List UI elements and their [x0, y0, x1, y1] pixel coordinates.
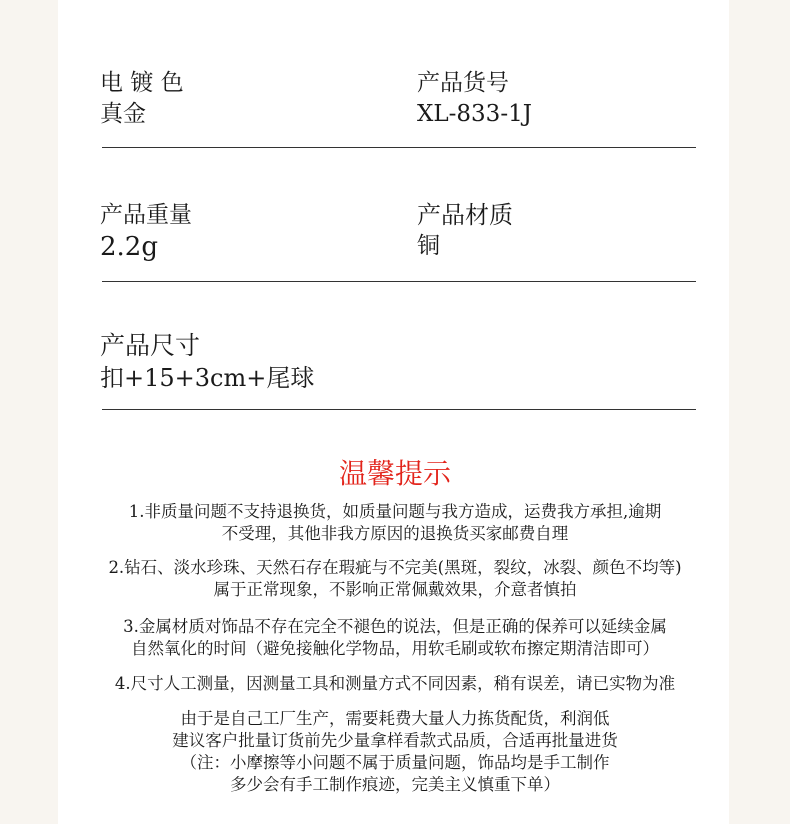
footer-note [0, 708, 790, 796]
divider [102, 147, 696, 148]
tip-line: 4.尺寸人工测量，因测量工具和测量方式不同因素，稍有误差，请已实物为准 [114, 674, 676, 693]
footer-line: （注：小摩擦等小问题不属于质量问题，饰品均是手工制作 [180, 753, 610, 772]
weight-label: 产品重量 [100, 202, 192, 228]
material-label: 产品材质 [417, 201, 513, 229]
size-field [100, 330, 314, 394]
footer-line: 多少会有手工制作痕迹，完美主义慎重下单） [230, 775, 560, 794]
tip-line: 属于正常现象，不影响正常佩戴效果，介意者慎拍 [213, 580, 577, 599]
tip-line: 2.钻石、淡水珍珠、天然石存在瑕疵与不完美(黑斑，裂纹，冰裂、颜色不均等) [108, 558, 682, 577]
footer-line: 由于是自己工厂生产，需要耗费大量人力拣货配货，利润低 [180, 709, 610, 728]
material-value: 铜 [417, 233, 440, 259]
plating-field [100, 68, 184, 130]
sku-label: 产品货号 [417, 70, 509, 96]
tip-line: 自然氧化的时间（避免接触化学物品，用软毛刷或软布擦定期清洁即可） [131, 639, 659, 658]
tip-line: 1.非质量问题不支持退换货，如质量问题与我方造成，运费我方承担,逾期 [128, 502, 662, 521]
sku-field [417, 68, 532, 130]
tips-title: 温馨提示 [338, 457, 451, 490]
weight-value: 2.2g [100, 232, 158, 262]
tip-item-1 [0, 501, 790, 545]
size-label: 产品尺寸 [100, 331, 201, 360]
sku-value: XL-833-1J [417, 101, 532, 127]
tip-line: 3.金属材质对饰品不存在完全不褪色的说法，但是正确的保养可以延续金属 [123, 617, 667, 636]
plating-value: 真金 [100, 101, 146, 127]
tip-line: 不受理，其他非我方原因的退换货买家邮费自理 [221, 524, 569, 543]
tip-item-3 [0, 616, 790, 660]
footer-line: 建议客户批量订货前先少量拿样看款式品质，合适再批量进货 [172, 731, 618, 750]
tip-item-4 [0, 673, 790, 695]
size-value: 扣+15+3cm+尾球 [100, 364, 315, 392]
tip-item-2 [0, 557, 790, 601]
divider [102, 281, 696, 282]
weight-field [100, 200, 192, 264]
divider [102, 409, 696, 410]
material-field [417, 200, 513, 262]
plating-label: 电 镀 色 [100, 70, 184, 96]
